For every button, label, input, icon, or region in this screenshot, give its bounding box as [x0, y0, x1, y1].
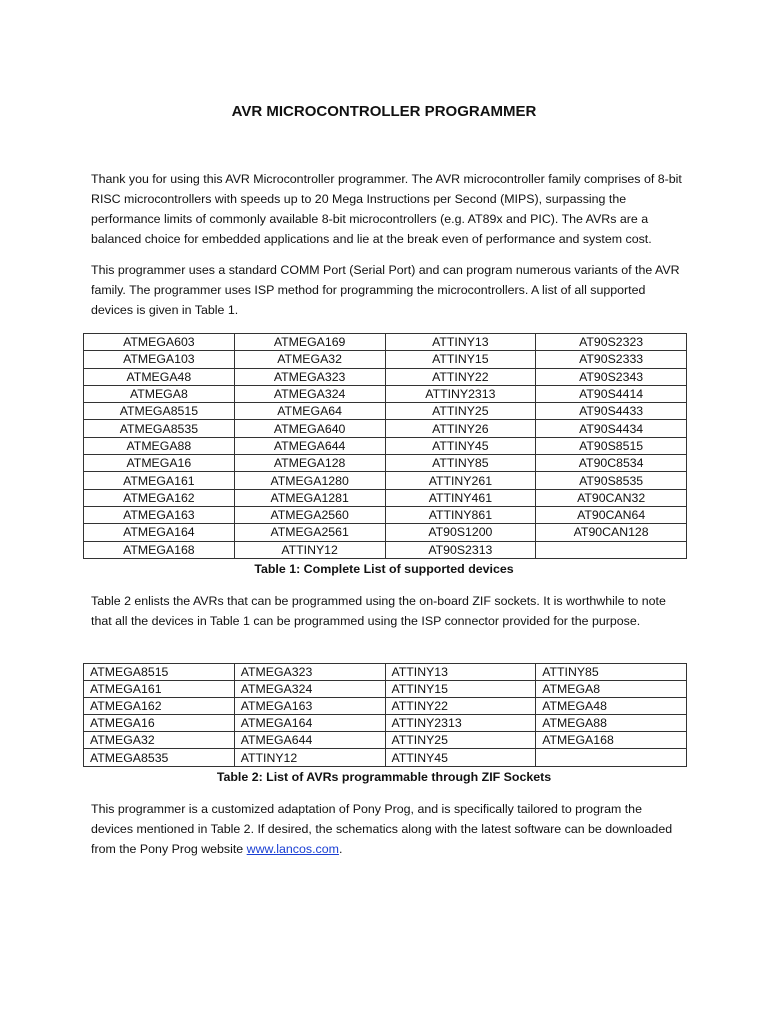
table-cell: AT90S2333 — [536, 351, 687, 368]
table-cell: ATMEGA48 — [84, 368, 235, 385]
table-row — [84, 437, 687, 454]
table-cell: ATMEGA103 — [84, 351, 235, 368]
table-cell: ATTINY13 — [385, 334, 536, 351]
table-cell: ATMEGA64 — [234, 403, 385, 420]
table-cell: ATMEGA323 — [234, 368, 385, 385]
table-row — [84, 403, 687, 420]
table-cell: ATTINY25 — [385, 403, 536, 420]
table-cell: ATMEGA8 — [536, 681, 687, 698]
table-row — [84, 351, 687, 368]
supported-devices-table — [83, 333, 687, 559]
table-cell: ATMEGA88 — [536, 715, 687, 732]
table-cell: ATTINY22 — [385, 698, 536, 715]
table-cell: AT90S4433 — [536, 403, 687, 420]
table-cell: ATTINY45 — [385, 437, 536, 454]
table-cell: AT90S1200 — [385, 524, 536, 541]
table-cell: ATTINY85 — [536, 664, 687, 681]
table-row — [84, 455, 687, 472]
table-row — [84, 368, 687, 385]
table-cell: ATTINY861 — [385, 506, 536, 523]
table-cell: ATTINY45 — [385, 749, 536, 766]
table-row — [84, 664, 687, 681]
table-row — [84, 420, 687, 437]
table-cell: ATTINY15 — [385, 351, 536, 368]
table-cell — [536, 541, 687, 558]
table-row — [84, 334, 687, 351]
table-cell: ATMEGA2561 — [234, 524, 385, 541]
table-cell: ATTINY12 — [234, 541, 385, 558]
table-cell: ATMEGA168 — [536, 732, 687, 749]
table-cell: AT90CAN128 — [536, 524, 687, 541]
zif-paragraph: Table 2 enlists the AVRs that can be programmed using the on-board ZIF sockets. It is worthwhile to note that all the devices in Table 1 can be programmed using the ISP connector provided for the purpose. — [91, 594, 666, 628]
table-cell: ATTINY26 — [385, 420, 536, 437]
table-cell: ATMEGA161 — [84, 681, 235, 698]
table-cell: ATTINY2313 — [385, 385, 536, 402]
table-row — [84, 506, 687, 523]
table-cell: ATMEGA324 — [234, 385, 385, 402]
table-row — [84, 385, 687, 402]
table-cell: AT90C8534 — [536, 455, 687, 472]
pony-prog-text: This programmer is a customized adaptation of Pony Prog, and is specifically tailored to program the devices mentioned in Table 2. If desired, the schematics along with the latest software can be downloaded from the Pony Prog website — [91, 802, 673, 856]
table-cell: ATTINY461 — [385, 489, 536, 506]
table-cell: ATMEGA2560 — [234, 506, 385, 523]
table-cell: AT90CAN64 — [536, 506, 687, 523]
table-cell: ATMEGA163 — [84, 506, 235, 523]
table-cell: ATMEGA324 — [234, 681, 385, 698]
table-row — [84, 732, 687, 749]
table-cell: ATMEGA16 — [84, 455, 235, 472]
pony-prog-paragraph — [91, 799, 687, 859]
table-cell: ATMEGA1280 — [234, 472, 385, 489]
programmer-paragraph: This programmer uses a standard COMM Port (Serial Port) and can program numerous variants of the AVR family. The programmer uses ISP method for programming the microcontrollers. A list of all supported devices is given in Table 1. — [91, 263, 680, 317]
table-cell: ATMEGA168 — [84, 541, 235, 558]
table-cell: ATTINY12 — [234, 749, 385, 766]
table-cell: ATMEGA323 — [234, 664, 385, 681]
pony-prog-period: . — [338, 842, 343, 856]
table-cell: ATMEGA32 — [84, 732, 235, 749]
table-cell: ATMEGA8535 — [84, 749, 235, 766]
table-cell: ATTINY261 — [385, 472, 536, 489]
table-cell: AT90S4414 — [536, 385, 687, 402]
table-row — [84, 541, 687, 558]
table-cell: ATMEGA162 — [84, 489, 235, 506]
table-cell: ATTINY2313 — [385, 715, 536, 732]
zif-devices-table — [83, 663, 687, 767]
table-cell: ATMEGA644 — [234, 732, 385, 749]
table-cell: ATMEGA162 — [84, 698, 235, 715]
table-cell: ATMEGA161 — [84, 472, 235, 489]
table-cell: ATMEGA603 — [84, 334, 235, 351]
table-cell: AT90CAN32 — [536, 489, 687, 506]
table-cell: AT90S2343 — [536, 368, 687, 385]
table-cell: ATTINY22 — [385, 368, 536, 385]
table-cell: ATMEGA1281 — [234, 489, 385, 506]
table-cell: ATMEGA640 — [234, 420, 385, 437]
table-cell — [536, 749, 687, 766]
table-cell: ATMEGA16 — [84, 715, 235, 732]
table-row — [84, 472, 687, 489]
lancos-link[interactable]: www.lancos.com — [246, 842, 339, 856]
table-cell: ATTINY85 — [385, 455, 536, 472]
table-cell: ATMEGA8535 — [84, 420, 235, 437]
table-cell: ATMEGA164 — [234, 715, 385, 732]
table-cell: ATMEGA8515 — [84, 664, 235, 681]
table-cell: ATMEGA88 — [84, 437, 235, 454]
table-cell: ATMEGA48 — [536, 698, 687, 715]
table-cell: ATMEGA8515 — [84, 403, 235, 420]
table-cell: ATMEGA164 — [84, 524, 235, 541]
table-row — [84, 489, 687, 506]
table-cell: AT90S2323 — [536, 334, 687, 351]
table-cell: ATMEGA128 — [234, 455, 385, 472]
table-cell: AT90S8515 — [536, 437, 687, 454]
table-cell: ATMEGA163 — [234, 698, 385, 715]
intro-paragraph: Thank you for using this AVR Microcontroller programmer. The AVR microcontroller family comprises of 8-bit RISC microcontrollers with speeds up to 20 Mega Instructions per Second (MIPS), surpassing the performance limits of commonly available 8-bit microcontrollers (e.g. AT89x and PIC). The AVRs are a balanced choice for embedded applications and lie at the break even of performance and system cost. — [91, 172, 682, 246]
table-cell: ATMEGA644 — [234, 437, 385, 454]
table-row — [84, 715, 687, 732]
table1-caption: Table 1: Complete List of supported devices — [254, 562, 514, 576]
table-cell: ATTINY13 — [385, 664, 536, 681]
table-cell: AT90S8535 — [536, 472, 687, 489]
table-row — [84, 698, 687, 715]
table-row — [84, 524, 687, 541]
table2-caption: Table 2: List of AVRs programmable through ZIF Sockets — [216, 770, 552, 784]
table-cell: ATTINY15 — [385, 681, 536, 698]
table-cell: ATTINY25 — [385, 732, 536, 749]
table-row — [84, 749, 687, 766]
page-title: AVR MICROCONTROLLER PROGRAMMER — [231, 103, 537, 120]
table-cell: AT90S2313 — [385, 541, 536, 558]
table-cell: AT90S4434 — [536, 420, 687, 437]
table-cell: ATMEGA169 — [234, 334, 385, 351]
table-row — [84, 681, 687, 698]
table-cell: ATMEGA32 — [234, 351, 385, 368]
table-cell: ATMEGA8 — [84, 385, 235, 402]
